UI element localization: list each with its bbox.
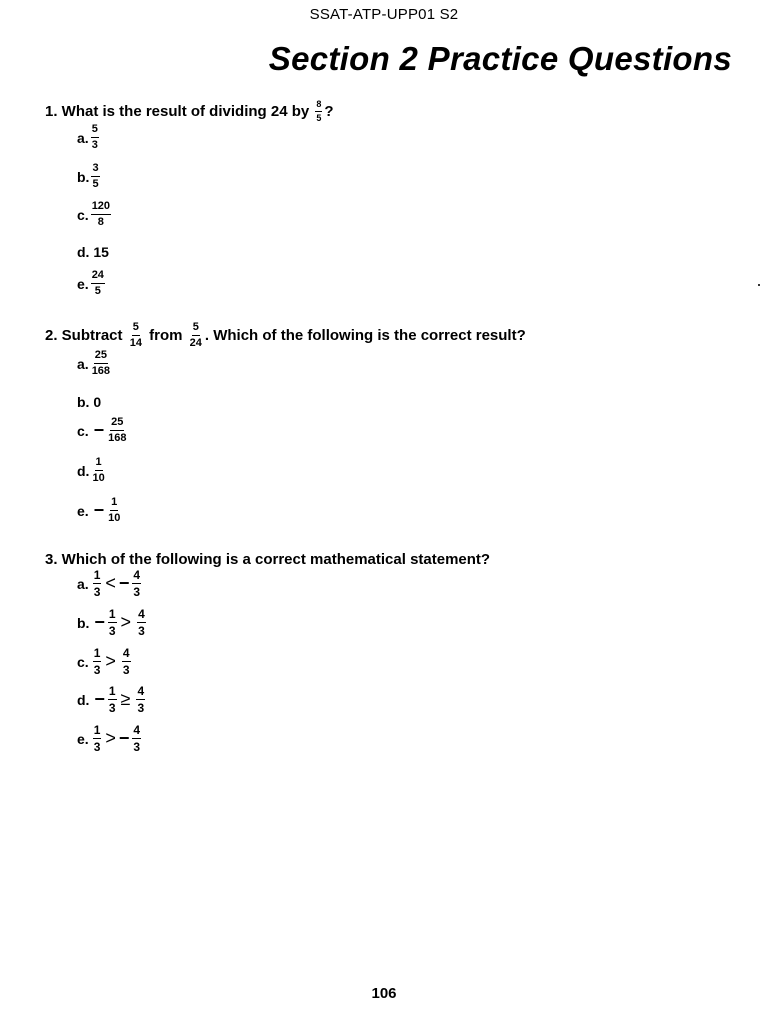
fraction: $\frac{25}{168}$ xyxy=(108,416,127,444)
speck xyxy=(758,284,760,286)
question-3-option-d: d. − $\frac{1}{3}$ ≥ $\frac{4}{3}$ xyxy=(77,684,145,715)
question-1-option-d: d. 15 xyxy=(77,244,109,261)
question-1-option-e: e. $\frac{24}{5}$ xyxy=(77,269,104,297)
fraction: $\frac{4}{3}$ xyxy=(133,723,141,754)
fraction: $\frac{4}{3}$ xyxy=(122,646,130,677)
question-1-prompt: 1. What is the result of dividing 24 by $\frac{8}{5}$ ? xyxy=(45,99,334,123)
question-2-prompt: 2. Subtract $\frac{5}{14}$ from $\frac{5}{24}$ . Which of the following is the correct result? xyxy=(45,321,526,349)
fraction: $\frac{4}{3}$ xyxy=(137,684,145,715)
page-title: Section 2 Practice Questions xyxy=(268,40,732,77)
question-3-prompt: 3. Which of the following is a correct mathematical statement? xyxy=(45,551,491,568)
fraction: $\frac{120}{8}$ xyxy=(91,200,111,228)
fraction: $\frac{1}{3}$ xyxy=(93,646,101,677)
fraction: $\frac{1}{3}$ xyxy=(93,723,101,754)
fraction: $\frac{24}{5}$ xyxy=(91,269,104,297)
fraction: $\frac{3}{5}$ xyxy=(92,162,99,190)
fraction: $\frac{1}{3}$ xyxy=(108,607,116,638)
fraction: $\frac{1}{3}$ xyxy=(93,568,101,599)
question-2-option-e: e. − $\frac{1}{10}$ xyxy=(77,496,121,524)
question-1-option-a: a. $\frac{5}{3}$ xyxy=(77,123,98,151)
question-2-option-c: c. − $\frac{25}{168}$ xyxy=(77,416,127,444)
fraction: $\frac{5}{24}$ xyxy=(189,321,202,349)
question-3-option-e: e. $\frac{1}{3}$ > − $\frac{4}{3}$ xyxy=(77,723,141,754)
fraction: $\frac{25}{168}$ xyxy=(91,349,111,377)
question-3-option-a: a. $\frac{1}{3}$ < − $\frac{4}{3}$ xyxy=(77,568,141,599)
fraction: $\frac{1}{10}$ xyxy=(108,496,121,524)
question-1-option-c: c. $\frac{120}{8}$ xyxy=(77,200,111,228)
question-1-text: 1. What is the result of dividing 24 by xyxy=(45,103,310,120)
fraction: $\frac{4}{3}$ xyxy=(133,568,141,599)
fraction: $\frac{1}{3}$ xyxy=(108,684,116,715)
fraction: $\frac{8}{5}$ xyxy=(316,99,322,123)
question-2-option-b: b. 0 xyxy=(77,394,102,411)
question-3-option-b: b. − $\frac{1}{3}$ > $\frac{4}{3}$ xyxy=(77,607,145,638)
fraction: $\frac{1}{10}$ xyxy=(92,456,105,484)
question-2-option-d: d. $\frac{1}{10}$ xyxy=(77,456,105,484)
fraction: $\frac{5}{14}$ xyxy=(129,321,142,349)
page-number: 106 xyxy=(371,985,397,1002)
running-head: SSAT-ATP-UPP01 S2 xyxy=(309,6,459,23)
fraction: $\frac{5}{3}$ xyxy=(91,123,98,151)
fraction: $\frac{4}{3}$ xyxy=(138,607,145,638)
question-1-option-b: b. $\frac{3}{5}$ xyxy=(77,162,99,190)
question-2-option-a: a. $\frac{25}{168}$ xyxy=(77,349,111,377)
question-3-option-c: c. $\frac{1}{3}$ > $\frac{4}{3}$ xyxy=(77,646,130,677)
